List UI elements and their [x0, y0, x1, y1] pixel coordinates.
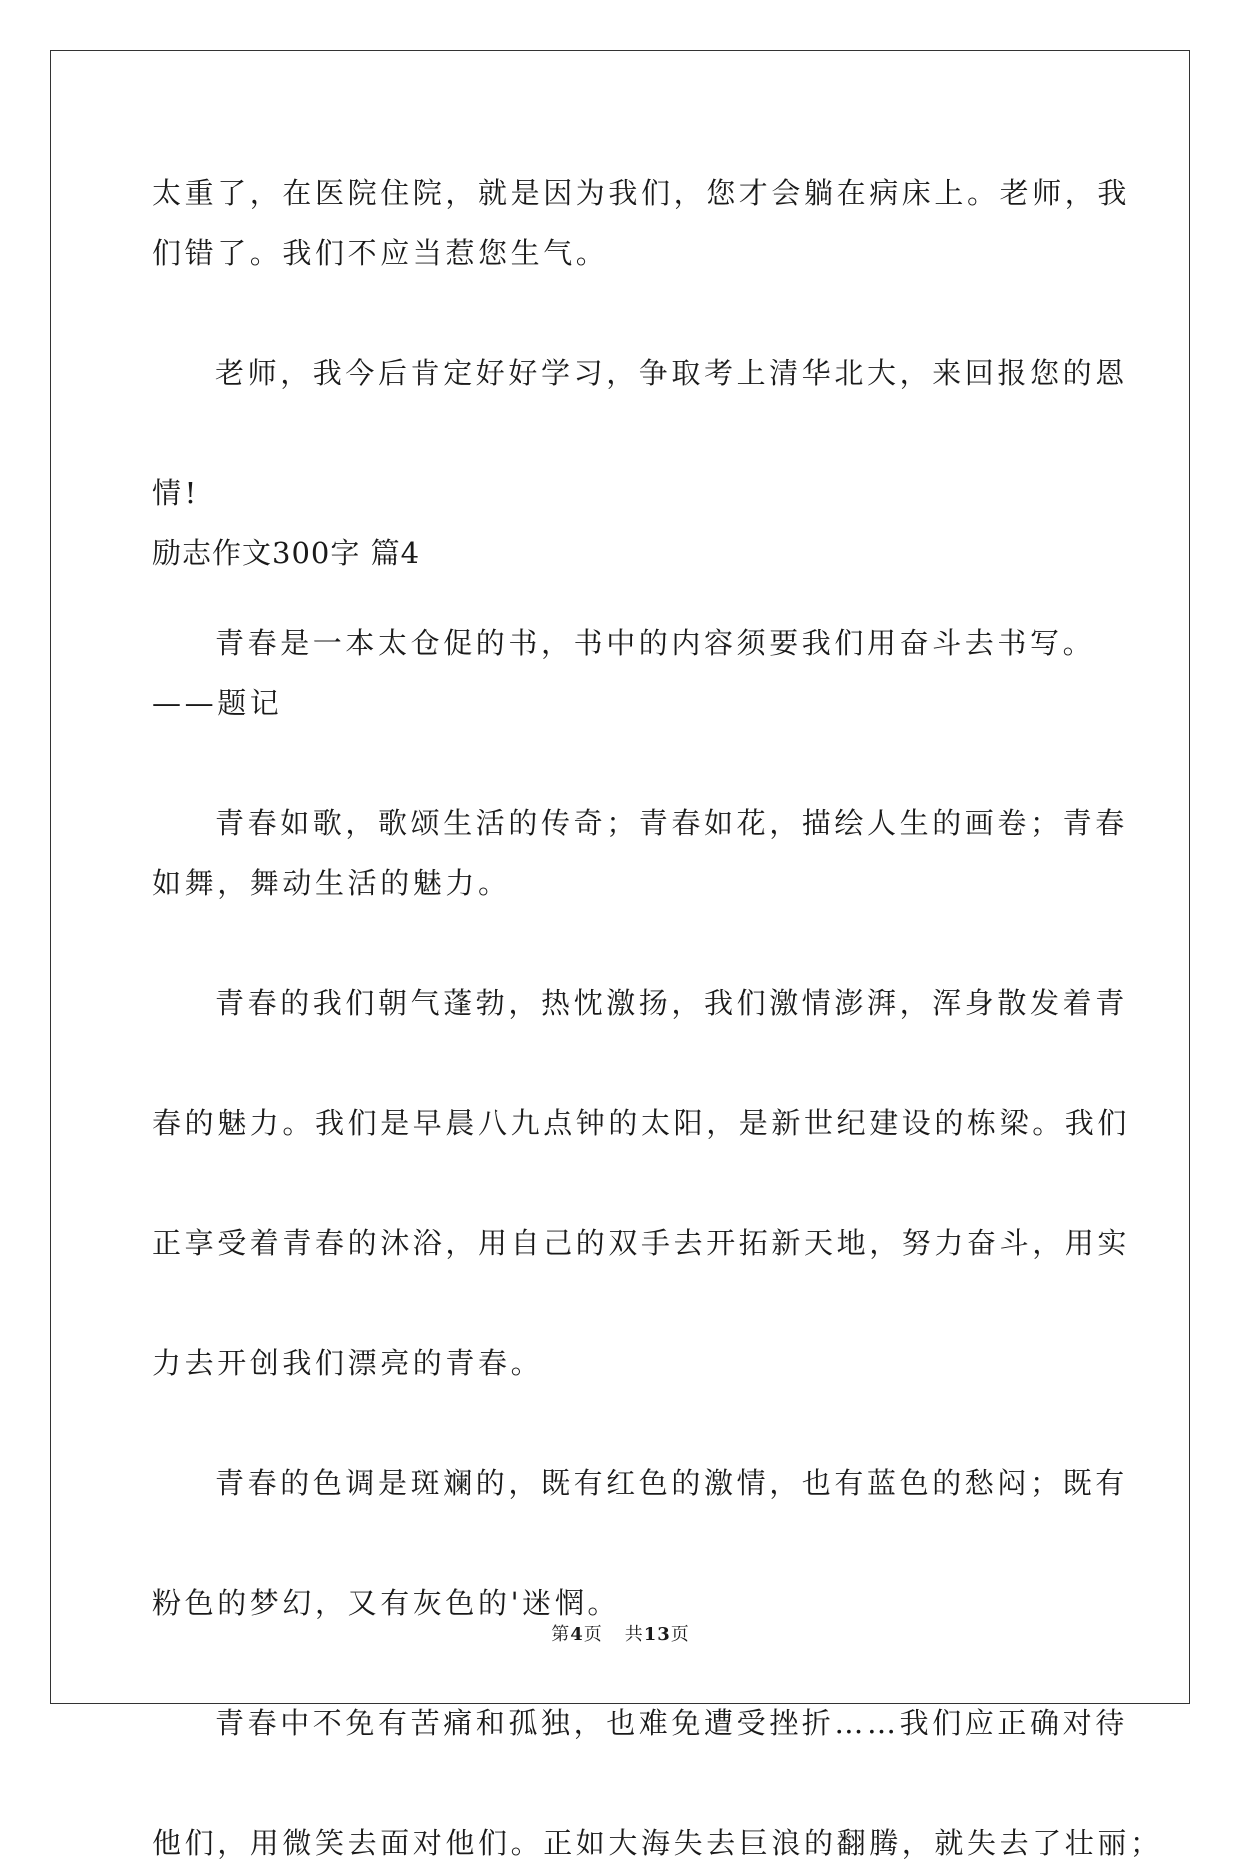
text-line: 太重了，在医院住院，就是因为我们，您才会躺在病床上。老师，我 — [152, 176, 1131, 210]
text-line: 青春如歌，歌颂生活的传奇；青春如花，描绘人生的画卷；青春 — [215, 806, 1128, 840]
total-pages: 13 — [643, 1624, 671, 1645]
text-line: 老师，我今后肯定好好学习，争取考上清华北大，来回报您的恩 — [215, 356, 1128, 390]
page-number: 4 — [570, 1624, 584, 1645]
text-line: 青春的我们朝气蓬勃，热忱激扬，我们激情澎湃，浑身散发着青 — [215, 986, 1128, 1020]
text-line: 如舞，舞动生活的魅力。 — [152, 866, 511, 900]
text-line: 们错了。我们不应当惹您生气。 — [152, 236, 609, 270]
text-line: 他们，用微笑去面对他们。正如大海失去巨浪的翻腾，就失去了壮丽； — [152, 1826, 1163, 1860]
text-line: 青春的色调是斑斓的，既有红色的激情，也有蓝色的愁闷；既有 — [215, 1466, 1128, 1500]
text-line: 粉色的梦幻，又有灰色的'迷惘。 — [152, 1586, 620, 1620]
text-line: 春的魅力。我们是早晨八九点钟的太阳，是新世纪建设的栋梁。我们 — [152, 1106, 1131, 1140]
text-line: 青春中不免有苦痛和孤独，也难免遭受挫折……我们应正确对待 — [215, 1706, 1128, 1740]
text-line: 情! — [152, 476, 200, 510]
text-line: 正享受着青春的沐浴，用自己的双手去开拓新天地，努力奋斗，用实 — [152, 1226, 1131, 1260]
document-body — [152, 163, 1163, 1873]
section-heading: 励志作文300字 篇4 — [152, 536, 421, 570]
page-suffix: 页 — [583, 1624, 603, 1645]
text-line: 青春是一本太仓促的书，书中的内容须要我们用奋斗去书写。 — [215, 626, 1096, 660]
page-prefix: 第 — [551, 1624, 571, 1645]
page-footer — [0, 1620, 1241, 1646]
text-line: ——题记 — [152, 686, 283, 720]
total-prefix: 共 — [624, 1624, 644, 1645]
total-suffix: 页 — [670, 1624, 690, 1645]
text-line: 力去开创我们漂亮的青春。 — [152, 1346, 544, 1380]
